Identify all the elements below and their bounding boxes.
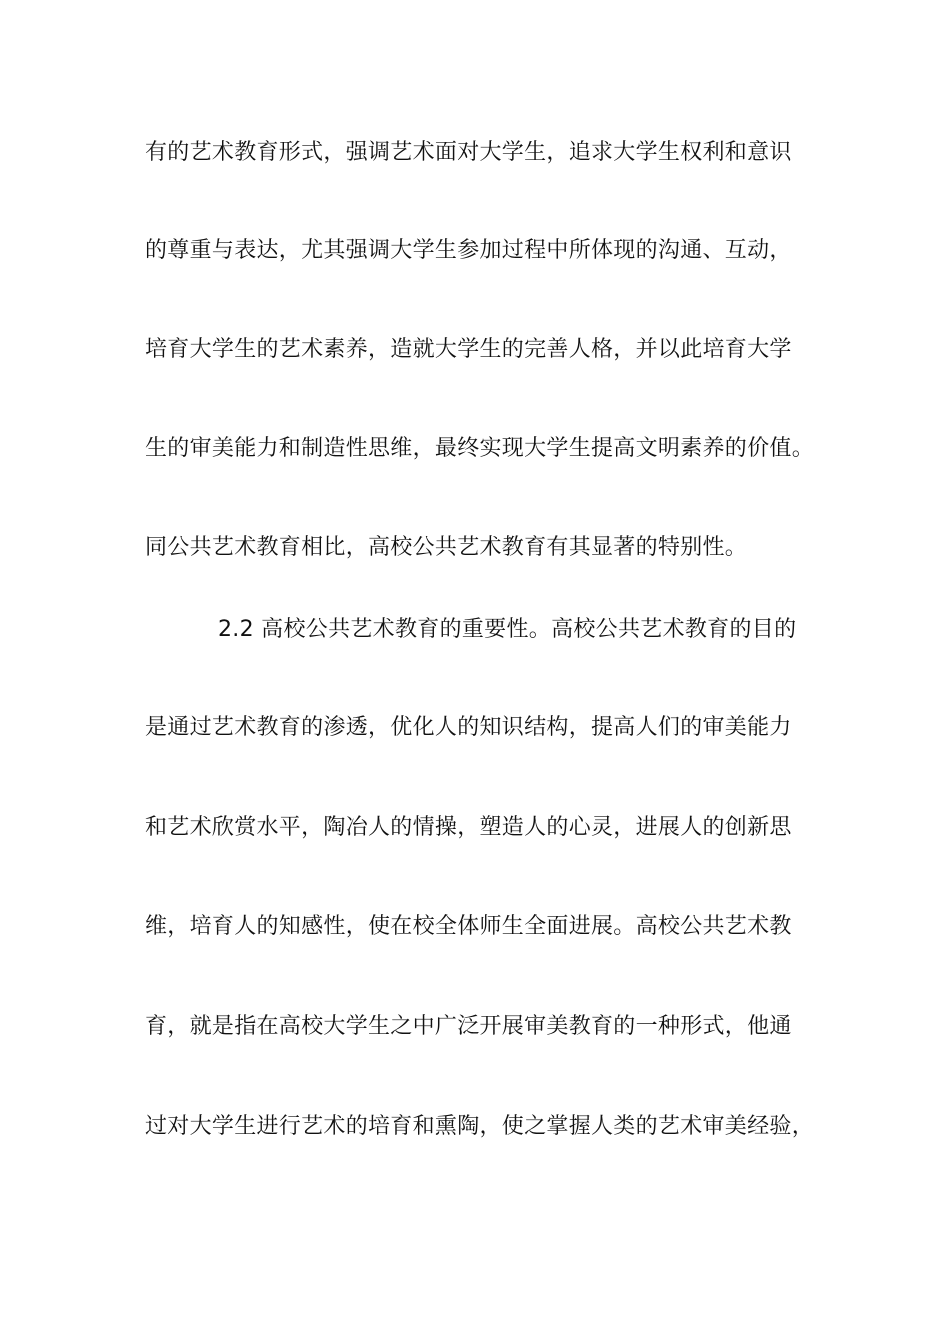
section-heading-line: 2.2 高校公共艺术教育的重要性。高校公共艺术教育的目的 bbox=[218, 617, 797, 642]
text-line-9: 维，培育人的知感性，使在校全体师生全面进展。高校公共艺术教 bbox=[145, 914, 792, 939]
text-line-8: 和艺术欣赏水平，陶冶人的情操，塑造人的心灵，进展人的创新思 bbox=[145, 815, 792, 840]
text-line-11: 过对大学生进行艺术的培育和熏陶，使之掌握人类的艺术审美经验， bbox=[145, 1114, 815, 1139]
text-line-5: 同公共艺术教育相比，高校公共艺术教育有其显著的特别性。 bbox=[145, 535, 748, 560]
text-line-4: 生的审美能力和制造性思维，最终实现大学生提高文明素养的价值。 bbox=[145, 436, 815, 461]
text-line-10: 育，就是指在高校大学生之中广泛开展审美教育的一种形式，他通 bbox=[145, 1014, 792, 1039]
text-line-3: 培育大学生的艺术素养，造就大学生的完善人格，并以此培育大学 bbox=[145, 337, 792, 362]
text-line-7: 是通过艺术教育的渗透，优化人的知识结构，提高人们的审美能力 bbox=[145, 715, 792, 740]
text-line-2: 的尊重与表达，尤其强调大学生参加过程中所体现的沟通、互动， bbox=[145, 238, 792, 263]
text-line-1: 有的艺术教育形式，强调艺术面对大学生，追求大学生权利和意识 bbox=[145, 140, 792, 165]
